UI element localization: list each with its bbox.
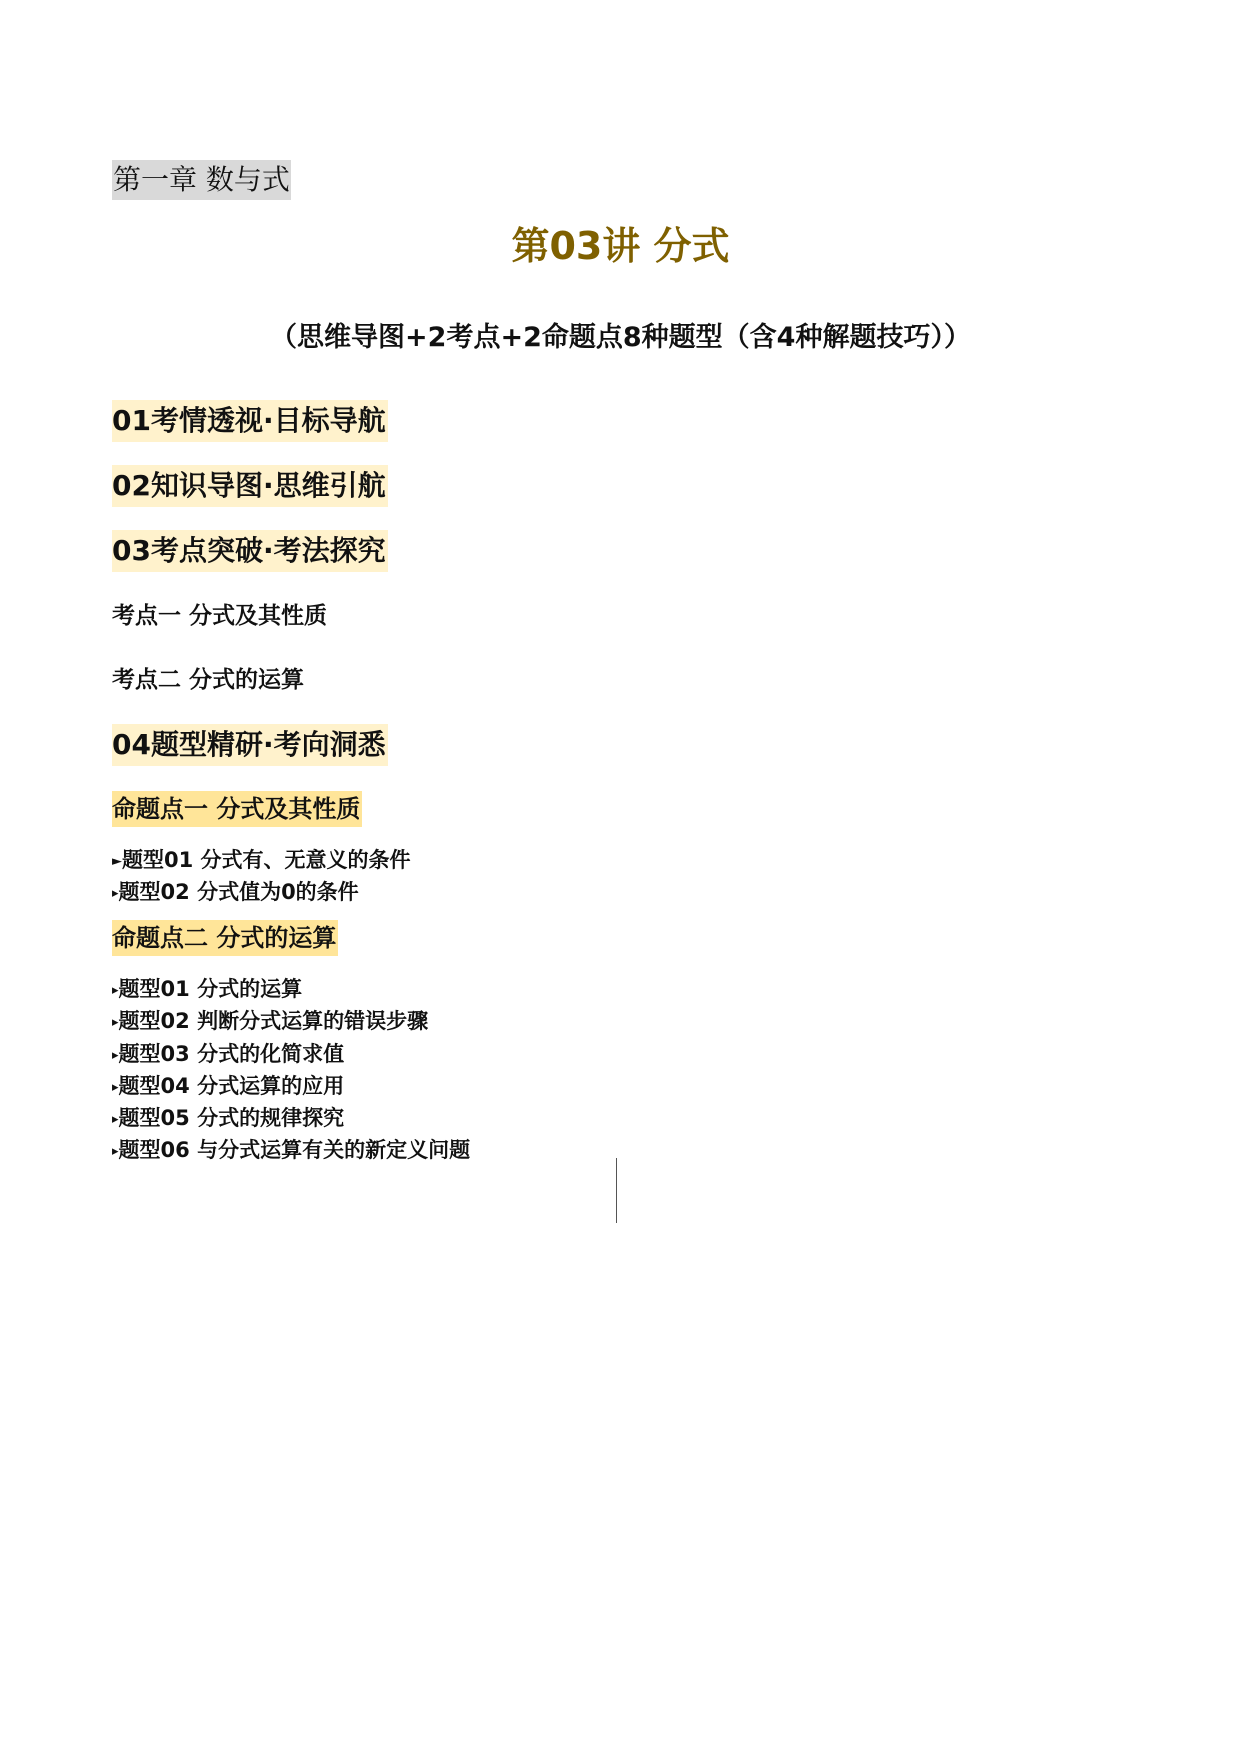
- triangle-bullet-icon: ▸: [112, 1015, 119, 1031]
- tixing-text: 题型02 判断分式运算的错误步骤: [118, 1009, 429, 1034]
- mingtidian-heading-2: 命题点二 分式的运算: [112, 920, 338, 956]
- lecture-title: 第03讲 分式: [511, 224, 730, 268]
- kaodian-item-1: 考点一 分式及其性质: [112, 603, 328, 629]
- tixing-list-2: [112, 973, 470, 1167]
- tixing-text: 题型01 分式有、无意义的条件: [122, 848, 411, 872]
- list-item: [112, 844, 411, 876]
- triangle-bullet-icon: ►: [112, 854, 122, 869]
- list-item: [112, 1070, 470, 1102]
- section-heading-02: 02知识导图·思维引航: [112, 465, 388, 507]
- triangle-bullet-icon: ▸: [112, 1079, 119, 1095]
- triangle-bullet-icon: ▸: [112, 1112, 119, 1128]
- triangle-bullet-icon: ▸: [112, 886, 119, 902]
- tixing-text: 题型03 分式的化简求值: [118, 1041, 345, 1066]
- list-item: [112, 1038, 470, 1070]
- tixing-text: 题型06 与分式运算有关的新定义问题: [118, 1138, 471, 1163]
- tixing-text: 题型05 分式的规律探究: [118, 1106, 345, 1131]
- list-item: [112, 1134, 470, 1166]
- kaodian-item-2: 考点二 分式的运算: [112, 667, 305, 693]
- section-heading-04: 04题型精研·考向洞悉: [112, 724, 388, 766]
- section-heading-01: 01考情透视·目标导航: [112, 400, 388, 442]
- section-heading-03: 03考点突破·考法探究: [112, 530, 388, 572]
- triangle-bullet-icon: ▸: [112, 1047, 119, 1063]
- list-item: [112, 1102, 470, 1134]
- tixing-text: 题型01 分式的运算: [118, 977, 303, 1001]
- tixing-list-1: [112, 844, 411, 909]
- tixing-text: 题型04 分式运算的应用: [118, 1073, 345, 1098]
- list-item: [112, 973, 470, 1005]
- tixing-text: 题型02 分式值为0的条件: [118, 880, 359, 905]
- triangle-bullet-icon: ▸: [112, 1144, 119, 1160]
- triangle-bullet-icon: ▸: [112, 983, 119, 998]
- mingtidian-heading-1: 命题点一 分式及其性质: [112, 791, 362, 827]
- lecture-subtitle: （思维导图+2考点+2命题点8种题型（含4种解题技巧））: [270, 322, 971, 353]
- list-item: [112, 876, 411, 908]
- chapter-label: 第一章 数与式: [112, 160, 291, 200]
- vertical-divider: [616, 1158, 617, 1223]
- list-item: [112, 1005, 470, 1037]
